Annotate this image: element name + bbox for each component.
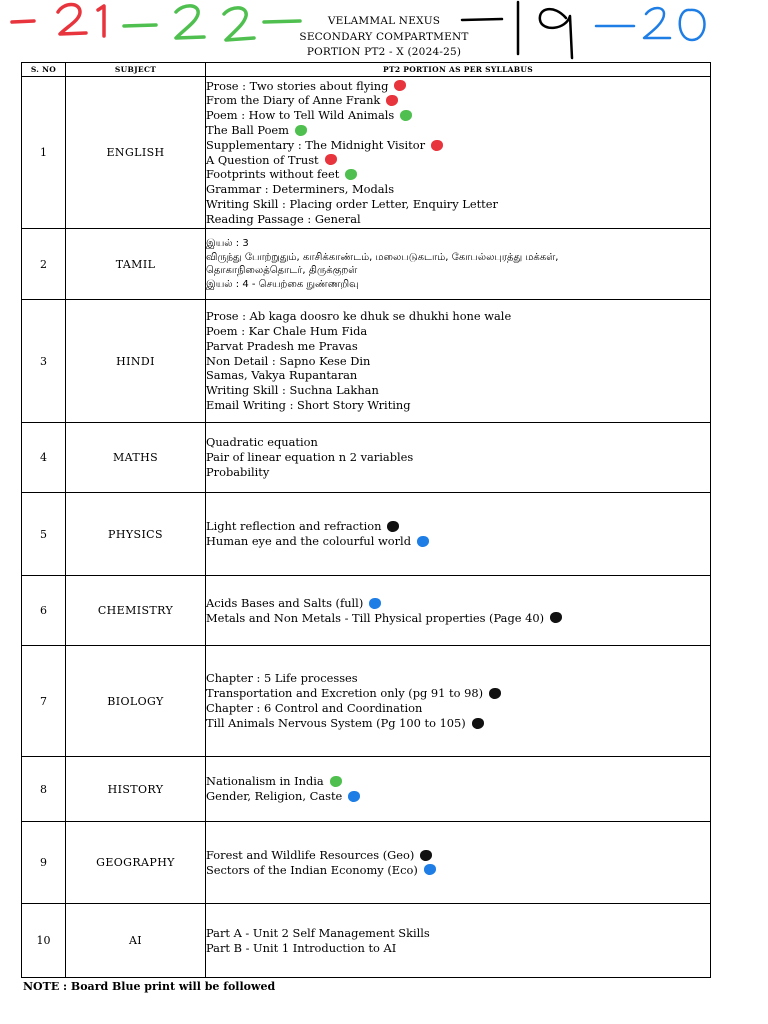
portion-text: Sectors of the Indian Economy (Eco) xyxy=(206,862,418,877)
col-header-subject: SUBJECT xyxy=(66,63,206,77)
serial-number: 10 xyxy=(22,904,66,978)
portion-text: Reading Passage : General xyxy=(206,211,361,226)
serial-number: 3 xyxy=(22,300,66,423)
portion-text: Nationalism in India xyxy=(206,774,324,789)
portion-line xyxy=(206,278,710,292)
compartment-title: SECONDARY COMPARTMENT xyxy=(299,31,469,43)
blue-marker-dot-icon xyxy=(348,791,360,802)
portion-line xyxy=(206,398,710,413)
portion-text: Gender, Religion, Caste xyxy=(206,789,343,803)
portion-line xyxy=(206,774,710,789)
serial-number: 7 xyxy=(22,646,66,757)
portion-line xyxy=(206,941,710,956)
portion-text: Quadratic equation xyxy=(206,435,318,450)
portion-line xyxy=(206,251,710,265)
serial-number: 1 xyxy=(22,77,66,229)
portion-text: Human eye and the colourful world xyxy=(206,534,411,548)
red-marker-dot-icon xyxy=(325,154,337,165)
blue-marker-dot-icon xyxy=(417,536,429,547)
subject-name: HISTORY xyxy=(66,757,206,822)
portion-line xyxy=(206,237,710,251)
portion-text: Till Animals Nervous System (Pg 100 to 105) xyxy=(206,715,466,730)
portion-cell xyxy=(206,77,711,229)
portion-text: Email Writing : Short Story Writing xyxy=(206,397,411,412)
col-header-sno: S. NO xyxy=(22,63,66,77)
portion-text: Transportation and Excretion only (pg 91 to 98) xyxy=(206,686,484,701)
portion-cell xyxy=(206,646,711,757)
portion-line xyxy=(206,519,710,534)
blue-marker-dot-icon xyxy=(424,864,436,875)
portion-text: Prose : Two stories about flying xyxy=(206,78,389,93)
table-row xyxy=(22,576,711,646)
green-marker-dot-icon xyxy=(295,125,307,136)
subject-name: HINDI xyxy=(66,300,206,423)
portion-line xyxy=(206,926,710,941)
serial-number: 2 xyxy=(22,229,66,300)
portion-line xyxy=(206,671,710,686)
portion-cell xyxy=(206,229,711,300)
black-marker-dot-icon xyxy=(387,521,399,532)
portion-line xyxy=(206,465,710,480)
portion-line xyxy=(206,167,710,182)
blue-marker-dot-icon xyxy=(369,598,381,609)
portion-line xyxy=(206,435,710,450)
portion-text: Writing Skill : Suchna Lakhan xyxy=(206,383,379,398)
red-marker-dot-icon xyxy=(386,95,398,106)
portion-cell xyxy=(206,493,711,576)
portion-cell xyxy=(206,576,711,646)
subject-name: ENGLISH xyxy=(66,77,206,229)
portion-text: Prose : Ab kaga doosro ke dhuk se dhukhi hone wale xyxy=(206,309,512,324)
table-row xyxy=(22,493,711,576)
portion-line xyxy=(206,368,710,383)
portion-line xyxy=(206,611,710,626)
col-header-portion: PT2 PORTION AS PER SYLLABUS xyxy=(206,63,711,77)
portion-line xyxy=(206,197,710,212)
portion-text: Pair of linear equation n 2 variables xyxy=(206,450,414,465)
portion-line xyxy=(206,339,710,354)
black-marker-dot-icon xyxy=(472,718,484,729)
portion-text: Acids Bases and Salts (full) xyxy=(206,595,364,610)
table-row xyxy=(22,646,711,757)
black-marker-dot-icon xyxy=(550,612,562,623)
serial-number: 5 xyxy=(22,493,66,576)
portion-text: Writing Skill : Placing order Letter, Enquiry Letter xyxy=(206,196,498,211)
portion-cell xyxy=(206,822,711,904)
black-marker-dot-icon xyxy=(489,688,501,699)
serial-number: 8 xyxy=(22,757,66,822)
portion-text: Parvat Pradesh me Pravas xyxy=(206,338,358,353)
subject-name: CHEMISTRY xyxy=(66,576,206,646)
red-marker-dot-icon xyxy=(394,80,406,91)
portion-line xyxy=(206,450,710,465)
black-marker-dot-icon xyxy=(420,850,432,861)
portion-text: விருந்து போற்றுதும், காசிக்காண்டம், மலைபடுகடாம், கோபல்லபுரத்து மக்கள், xyxy=(206,251,559,263)
table-row xyxy=(22,822,711,904)
portion-line xyxy=(206,138,710,153)
subject-name: MATHS xyxy=(66,423,206,493)
portion-text: The Ball Poem xyxy=(206,122,289,137)
portion-text: தொகாநிலைத்தொடர், திருக்குறள் xyxy=(206,265,358,276)
portion-line xyxy=(206,701,710,716)
portion-text: Part B - Unit 1 Introduction to AI xyxy=(206,940,397,955)
serial-number: 6 xyxy=(22,576,66,646)
portion-line xyxy=(206,789,710,804)
green-marker-dot-icon xyxy=(345,169,357,180)
portion-cell xyxy=(206,757,711,822)
portion-line xyxy=(206,264,710,278)
subject-name: TAMIL xyxy=(66,229,206,300)
subject-name: GEOGRAPHY xyxy=(66,822,206,904)
portion-line xyxy=(206,212,710,227)
subject-name: BIOLOGY xyxy=(66,646,206,757)
portion-text: Poem : Kar Chale Hum Fida xyxy=(206,324,368,338)
portion-line xyxy=(206,123,710,138)
portion-line xyxy=(206,182,710,197)
portion-text: Footprints without feet xyxy=(206,167,340,182)
portion-cell xyxy=(206,904,711,978)
table-row xyxy=(22,423,711,493)
portion-text: இயல் : 4 - செயற்கை நுண்ணறிவு xyxy=(206,278,359,290)
table-row xyxy=(22,300,711,423)
green-marker-dot-icon xyxy=(330,776,342,787)
portion-text: Non Detail : Sapno Kese Din xyxy=(206,353,371,368)
portion-line xyxy=(206,153,710,168)
portion-line xyxy=(206,108,710,123)
portion-line xyxy=(206,324,710,339)
portion-line xyxy=(206,534,710,549)
portion-line xyxy=(206,863,710,878)
portion-line xyxy=(206,716,710,731)
portion-text: Samas, Vakya Rupantaran xyxy=(206,368,358,383)
portion-text: Poem : How to Tell Wild Animals xyxy=(206,108,395,123)
portion-line xyxy=(206,686,710,701)
portion-text: Grammar : Determiners, Modals xyxy=(206,182,395,197)
subject-name: PHYSICS xyxy=(66,493,206,576)
portion-text: Probability xyxy=(206,464,270,479)
portion-text: Metals and Non Metals - Till Physical properties (Page 40) xyxy=(206,610,545,625)
portion-line xyxy=(206,93,710,108)
serial-number: 9 xyxy=(22,822,66,904)
subject-name: AI xyxy=(66,904,206,978)
portion-text: இயல் : 3 xyxy=(206,238,249,249)
serial-number: 4 xyxy=(22,423,66,493)
portion-line xyxy=(206,848,710,863)
portion-table xyxy=(21,62,711,978)
school-name: VELAMMAL NEXUS xyxy=(327,15,441,27)
table-row xyxy=(22,904,711,978)
portion-line xyxy=(206,309,710,324)
portion-text: From the Diary of Anne Frank xyxy=(206,93,381,108)
portion-line xyxy=(206,354,710,369)
portion-text: Light reflection and refraction xyxy=(206,519,382,534)
green-marker-dot-icon xyxy=(400,110,412,121)
portion-line xyxy=(206,79,710,94)
table-row xyxy=(22,229,711,300)
note-text: NOTE : Board Blue print will be followed xyxy=(23,980,276,993)
portion-title: PORTION PT2 - X (2024-25) xyxy=(306,46,462,58)
portion-cell xyxy=(206,423,711,493)
table-header-row xyxy=(22,63,711,77)
portion-text: Forest and Wildlife Resources (Geo) xyxy=(206,847,415,862)
portion-line xyxy=(206,596,710,611)
portion-line xyxy=(206,383,710,398)
portion-text: Part A - Unit 2 Self Management Skills xyxy=(206,925,430,940)
table-row xyxy=(22,757,711,822)
portion-text: A Question of Trust xyxy=(206,152,319,167)
table-row xyxy=(22,77,711,229)
portion-text: Chapter : 6 Control and Coordination xyxy=(206,701,423,715)
portion-text: Chapter : 5 Life processes xyxy=(206,671,358,686)
red-marker-dot-icon xyxy=(431,140,443,151)
portion-text: Supplementary : The Midnight Visitor xyxy=(206,137,426,152)
portion-cell xyxy=(206,300,711,423)
